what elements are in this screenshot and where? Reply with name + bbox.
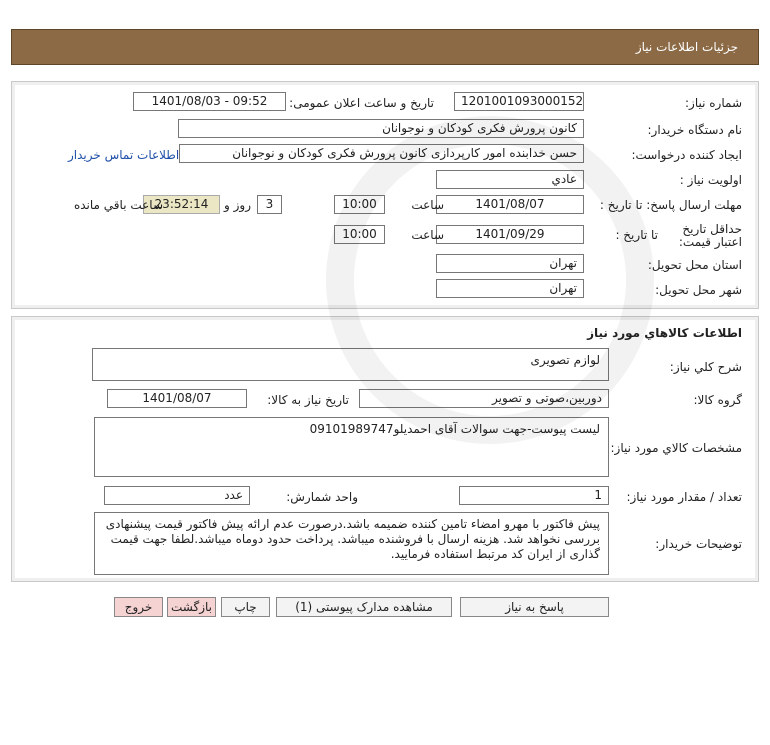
validity-to-label: تا تاریخ : (615, 228, 658, 242)
specs-field: لیست پیوست-جهت سوالات آقای احمدیلو09101989747 (94, 417, 609, 477)
city-label: شهر محل تحویل: (655, 283, 742, 297)
province-field: تهران (436, 254, 584, 273)
deadline-time-field: 10:00 (334, 195, 385, 214)
days-label: روز و (224, 198, 251, 212)
description-label: شرح کلي نياز: (669, 360, 742, 374)
remaining-label: ساعت باقي مانده (73, 198, 163, 212)
header-bar (11, 29, 759, 65)
validity-date-field: 1401/09/29 (436, 225, 584, 244)
attachments-button[interactable]: مشاهده مدارک پیوستی (1) (276, 597, 452, 617)
buyer-contact-link[interactable]: اطلاعات تماس خریدار (68, 148, 180, 162)
buyer-org-label: نام دستگاه خریدار: (647, 123, 742, 137)
notes-field: پیش فاکتور با مهرو امضاء تامین کننده ضمیمه باشد.درصورت عدم ارائه پیش فاکتور قیمت پیشنهادی بررسی نخواهد شد. هزینه ارسال با فروشنده میباشد. پرداخت حدود دوماه میباشد.لطفا جهت قیمت گذاری از ایران کد مرتبط استفاده فرمایید. (94, 512, 609, 575)
print-button[interactable]: چاپ (221, 597, 270, 617)
need-date-label: تاریخ نیاز به کالا: (267, 393, 349, 407)
deadline-label: مهلت ارسال پاسخ: تا تاریخ : (599, 198, 742, 212)
announce-field: 1401/08/03 - 09:52 (133, 92, 286, 111)
group-field: دوربین،صوتی و تصویر (359, 389, 609, 408)
city-field: تهران (436, 279, 584, 298)
validity-time-field: 10:00 (334, 225, 385, 244)
unit-label: واحد شمارش: (286, 490, 358, 504)
validity-time-label: ساعت (411, 228, 444, 242)
need-date-field: 1401/08/07 (107, 389, 247, 408)
requester-label: ایجاد کننده درخواست: (631, 148, 742, 162)
quantity-field: 1 (459, 486, 609, 505)
priority-field: عادي (436, 170, 584, 189)
reply-button[interactable]: پاسخ به نیاز (460, 597, 609, 617)
description-field: لوازم تصویری (92, 348, 609, 381)
province-label: استان محل تحویل: (647, 258, 742, 272)
remaining-time-field: 23:52:14 (143, 195, 220, 214)
priority-label: اولویت نیاز : (679, 173, 742, 187)
announce-label: تاریخ و ساعت اعلان عمومی: (289, 96, 434, 110)
quantity-label: تعداد / مقدار مورد نیاز: (626, 490, 742, 504)
need-info-panel (11, 81, 759, 309)
validity-label: حداقل تاریخ اعتبار قیمت: (678, 222, 742, 249)
back-button[interactable]: بازگشت (167, 597, 216, 617)
exit-button[interactable]: خروج (114, 597, 163, 617)
need-number-label: شماره نیاز: (685, 96, 742, 110)
goods-panel (11, 316, 759, 582)
days-field: 3 (257, 195, 282, 214)
specs-label: مشخصات کالاي مورد نياز: (610, 441, 742, 455)
page-title: جزئیات اطلاعات نیاز (635, 40, 738, 54)
deadline-time-label: ساعت (411, 198, 444, 212)
notes-label: توضیحات خریدار: (655, 537, 742, 551)
unit-field: عدد (104, 486, 250, 505)
requester-field: حسن خدابنده امور کارپردازی کانون پرورش فکری کودکان و نوجوانان (179, 144, 584, 163)
buyer-org-field: کانون پرورش فکری کودکان و نوجوانان (178, 119, 584, 138)
deadline-date-field: 1401/08/07 (436, 195, 584, 214)
goods-section-title: اطلاعات کالاهاي مورد نياز (587, 326, 742, 340)
need-number-field: 1201001093000152 (454, 92, 584, 111)
group-label: گروه کالا: (693, 393, 742, 407)
